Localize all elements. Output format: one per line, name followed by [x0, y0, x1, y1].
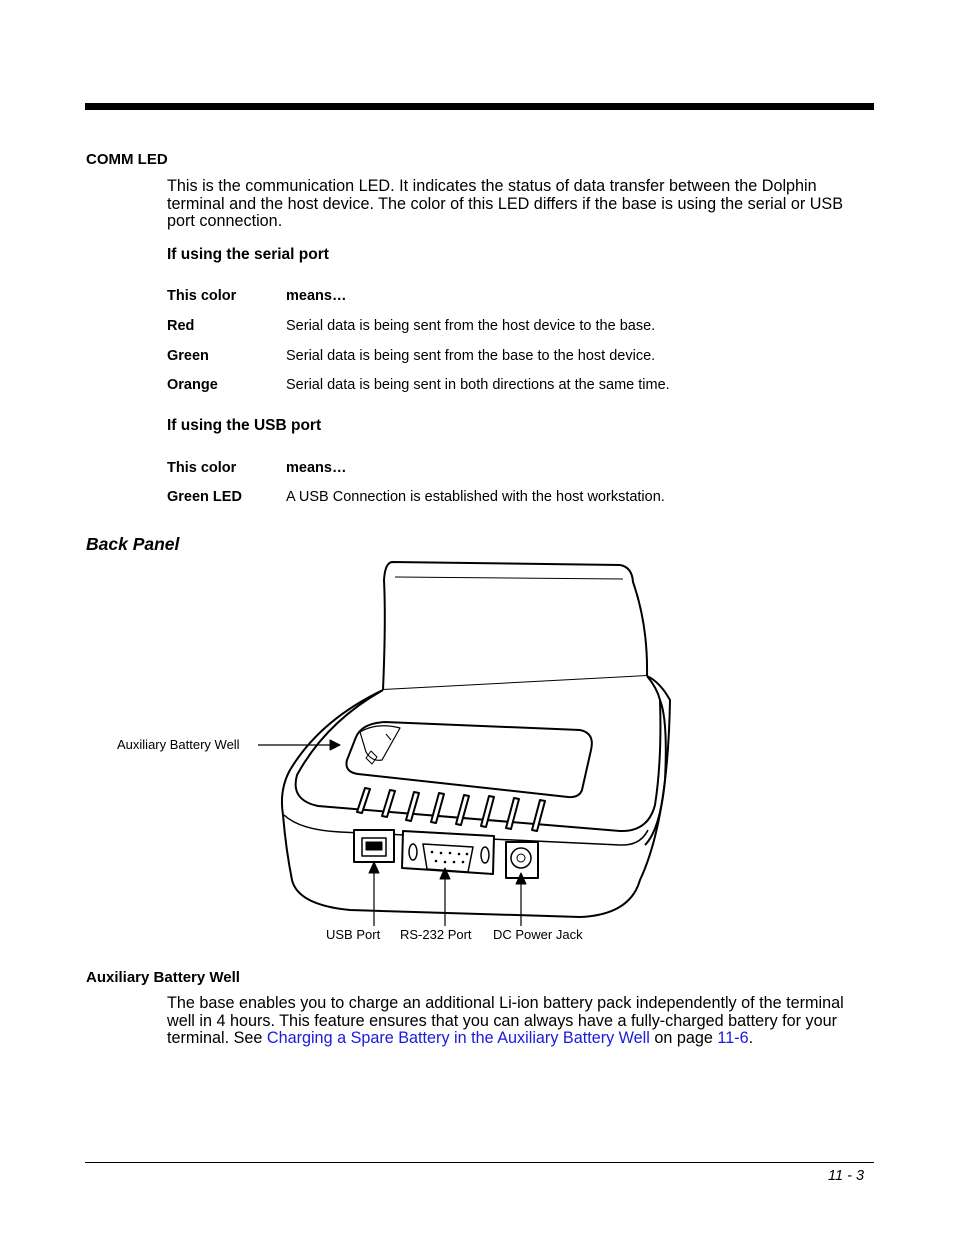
serial-row-orange-meaning: Serial data is being sent in both directions at the same time. — [286, 377, 670, 393]
back-panel-heading: Back Panel — [86, 534, 180, 554]
terminal-cradle — [383, 562, 647, 690]
aux-battery-line-3 — [167, 1030, 844, 1048]
usb-row-green-led-color: Green LED — [167, 489, 242, 505]
comm-led-line-2: terminal and the host device. The color of this LED differs if the base is using the serial or USB — [167, 194, 844, 213]
comm-led-line-1: This is the communication LED. It indicates the status of data transfer between the Dolphin — [167, 177, 817, 195]
serial-row-red-color: Red — [167, 318, 195, 334]
serial-row-green-color: Green — [167, 348, 209, 364]
serial-col-means-header: means… — [286, 288, 347, 304]
usb-port-callout-label: USB Port — [326, 927, 381, 942]
charging-spare-battery-link[interactable]: Charging a Spare Battery in the Auxiliary Battery Well — [266, 1029, 650, 1047]
comm-led-line-3: port connection. — [167, 212, 283, 230]
aux-battery-line-3-suffix: . — [748, 1029, 754, 1047]
serial-port-heading: If using the serial port — [167, 246, 329, 263]
aux-battery-line-3-middle: on page — [649, 1029, 718, 1047]
aux-battery-line-2: well in 4 hours. This feature ensures that you can always have a fully-charged battery for your — [167, 1011, 838, 1030]
usb-row-green-led-meaning: A USB Connection is established with the host workstation. — [286, 489, 665, 505]
usb-port-heading: If using the USB port — [167, 417, 322, 434]
footer-rule — [85, 1162, 874, 1163]
serial-row-red-meaning: Serial data is being sent from the host device to the base. — [286, 318, 656, 334]
dc-jack-callout-label: DC Power Jack — [493, 927, 583, 942]
serial-col-color-header: This color — [167, 288, 237, 304]
aux-battery-line-1: The base enables you to charge an additional Li-ion battery pack independently of the terminal — [167, 994, 844, 1012]
page-number: 11 - 3 — [828, 1168, 865, 1184]
serial-row-orange-color: Orange — [167, 377, 218, 393]
serial-row-green-meaning: Serial data is being sent from the base to the host device. — [286, 348, 656, 364]
usb-col-means-header: means… — [286, 460, 347, 476]
usb-col-color-header: This color — [167, 460, 237, 476]
comm-led-heading: COMM LED — [86, 151, 168, 168]
aux-battery-line-3-prefix: terminal. See — [167, 1029, 267, 1047]
aux-well-callout-label: Auxiliary Battery Well — [117, 737, 240, 752]
page-reference-link[interactable]: 11-6 — [717, 1029, 749, 1047]
aux-battery-heading: Auxiliary Battery Well — [86, 969, 240, 986]
charging-base — [282, 676, 670, 917]
rs232-port-callout-label: RS-232 Port — [400, 927, 472, 942]
aux-battery-paragraph — [167, 995, 844, 1048]
